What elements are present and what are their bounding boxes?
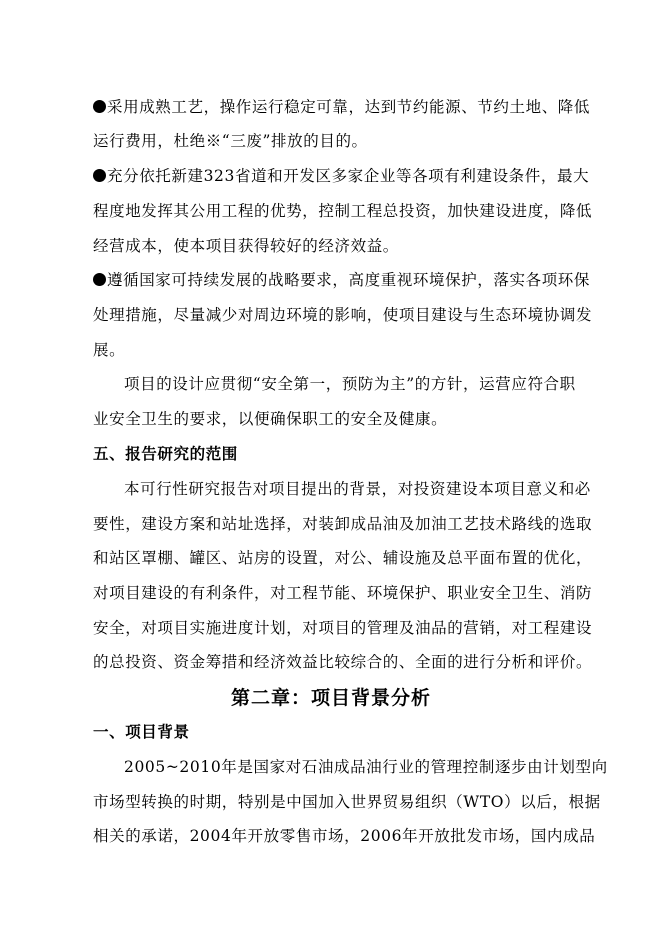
chapter-title: 第二章：项目背景分析 bbox=[230, 687, 431, 709]
bullet-line bbox=[93, 166, 589, 186]
text-line: 安全，对项目实施进度计划，对项目的管理及油品的营销，对工程建设 bbox=[93, 619, 593, 637]
text-line: 程度地发挥其公用工程的优势，控制工程总投资，加快建设进度，降低 bbox=[93, 202, 593, 220]
text-line: 对项目建设的有利条件，对工程节能、环境保护、职业安全卫生、消防 bbox=[93, 584, 593, 602]
bullet-icon bbox=[93, 273, 106, 286]
section-heading: 一、项目背景 bbox=[93, 723, 190, 741]
text-line: 处理措施，尽量减少对周边环境的影响，使项目建设与生态环境协调发 bbox=[93, 306, 593, 324]
bullet-line bbox=[93, 97, 590, 117]
section-heading: 五、报告研究的范围 bbox=[93, 445, 238, 463]
text-line: 经营成本，使本项目获得较好的经济效益。 bbox=[93, 237, 399, 255]
text-line: 采用成熟工艺，操作运行稳定可靠，达到节约能源、节约土地、降低 bbox=[107, 98, 591, 116]
text-line: 2005~2010年是国家对石油成品油行业的管理控制逐步由计划型向 bbox=[124, 758, 608, 776]
text-line: 运行费用，杜绝※“三废”排放的目的。 bbox=[93, 132, 368, 150]
text-line: 项目的设计应贯彻“安全第一，预防为主”的方针，运营应符合职 bbox=[124, 375, 576, 393]
bullet-line bbox=[93, 270, 590, 290]
text-line: 遵循国家可持续发展的战略要求，高度重视环境保护，落实各项环保 bbox=[107, 271, 591, 289]
text-line: 要性，建设方案和站址选择，对装卸成品油及加油工艺技术路线的选取 bbox=[93, 515, 593, 533]
text-line: 市场型转换的时期，特别是中国加入世界贸易组织（WTO）以后，根据 bbox=[93, 793, 601, 811]
bullet-icon bbox=[93, 169, 106, 182]
bullet-icon bbox=[93, 100, 106, 113]
text-line: 充分依托新建323省道和开发区多家企业等各项有利建设条件，最大 bbox=[107, 167, 590, 185]
text-line: 的总投资、资金筹措和经济效益比较综合的、全面的进行分析和评价。 bbox=[93, 653, 593, 671]
text-line: 本可行性研究报告对项目提出的背景，对投资建设本项目意义和必 bbox=[124, 480, 591, 498]
text-line: 展。 bbox=[93, 341, 126, 359]
text-line: 业安全卫生的要求，以便确保职工的安全及健康。 bbox=[93, 410, 448, 428]
text-line: 相关的承诺，2004年开放零售市场，2006年开放批发市场，国内成品 bbox=[93, 827, 596, 845]
text-line: 和站区罩棚、罐区、站房的设置，对公、辅设施及总平面布置的优化， bbox=[93, 549, 593, 567]
